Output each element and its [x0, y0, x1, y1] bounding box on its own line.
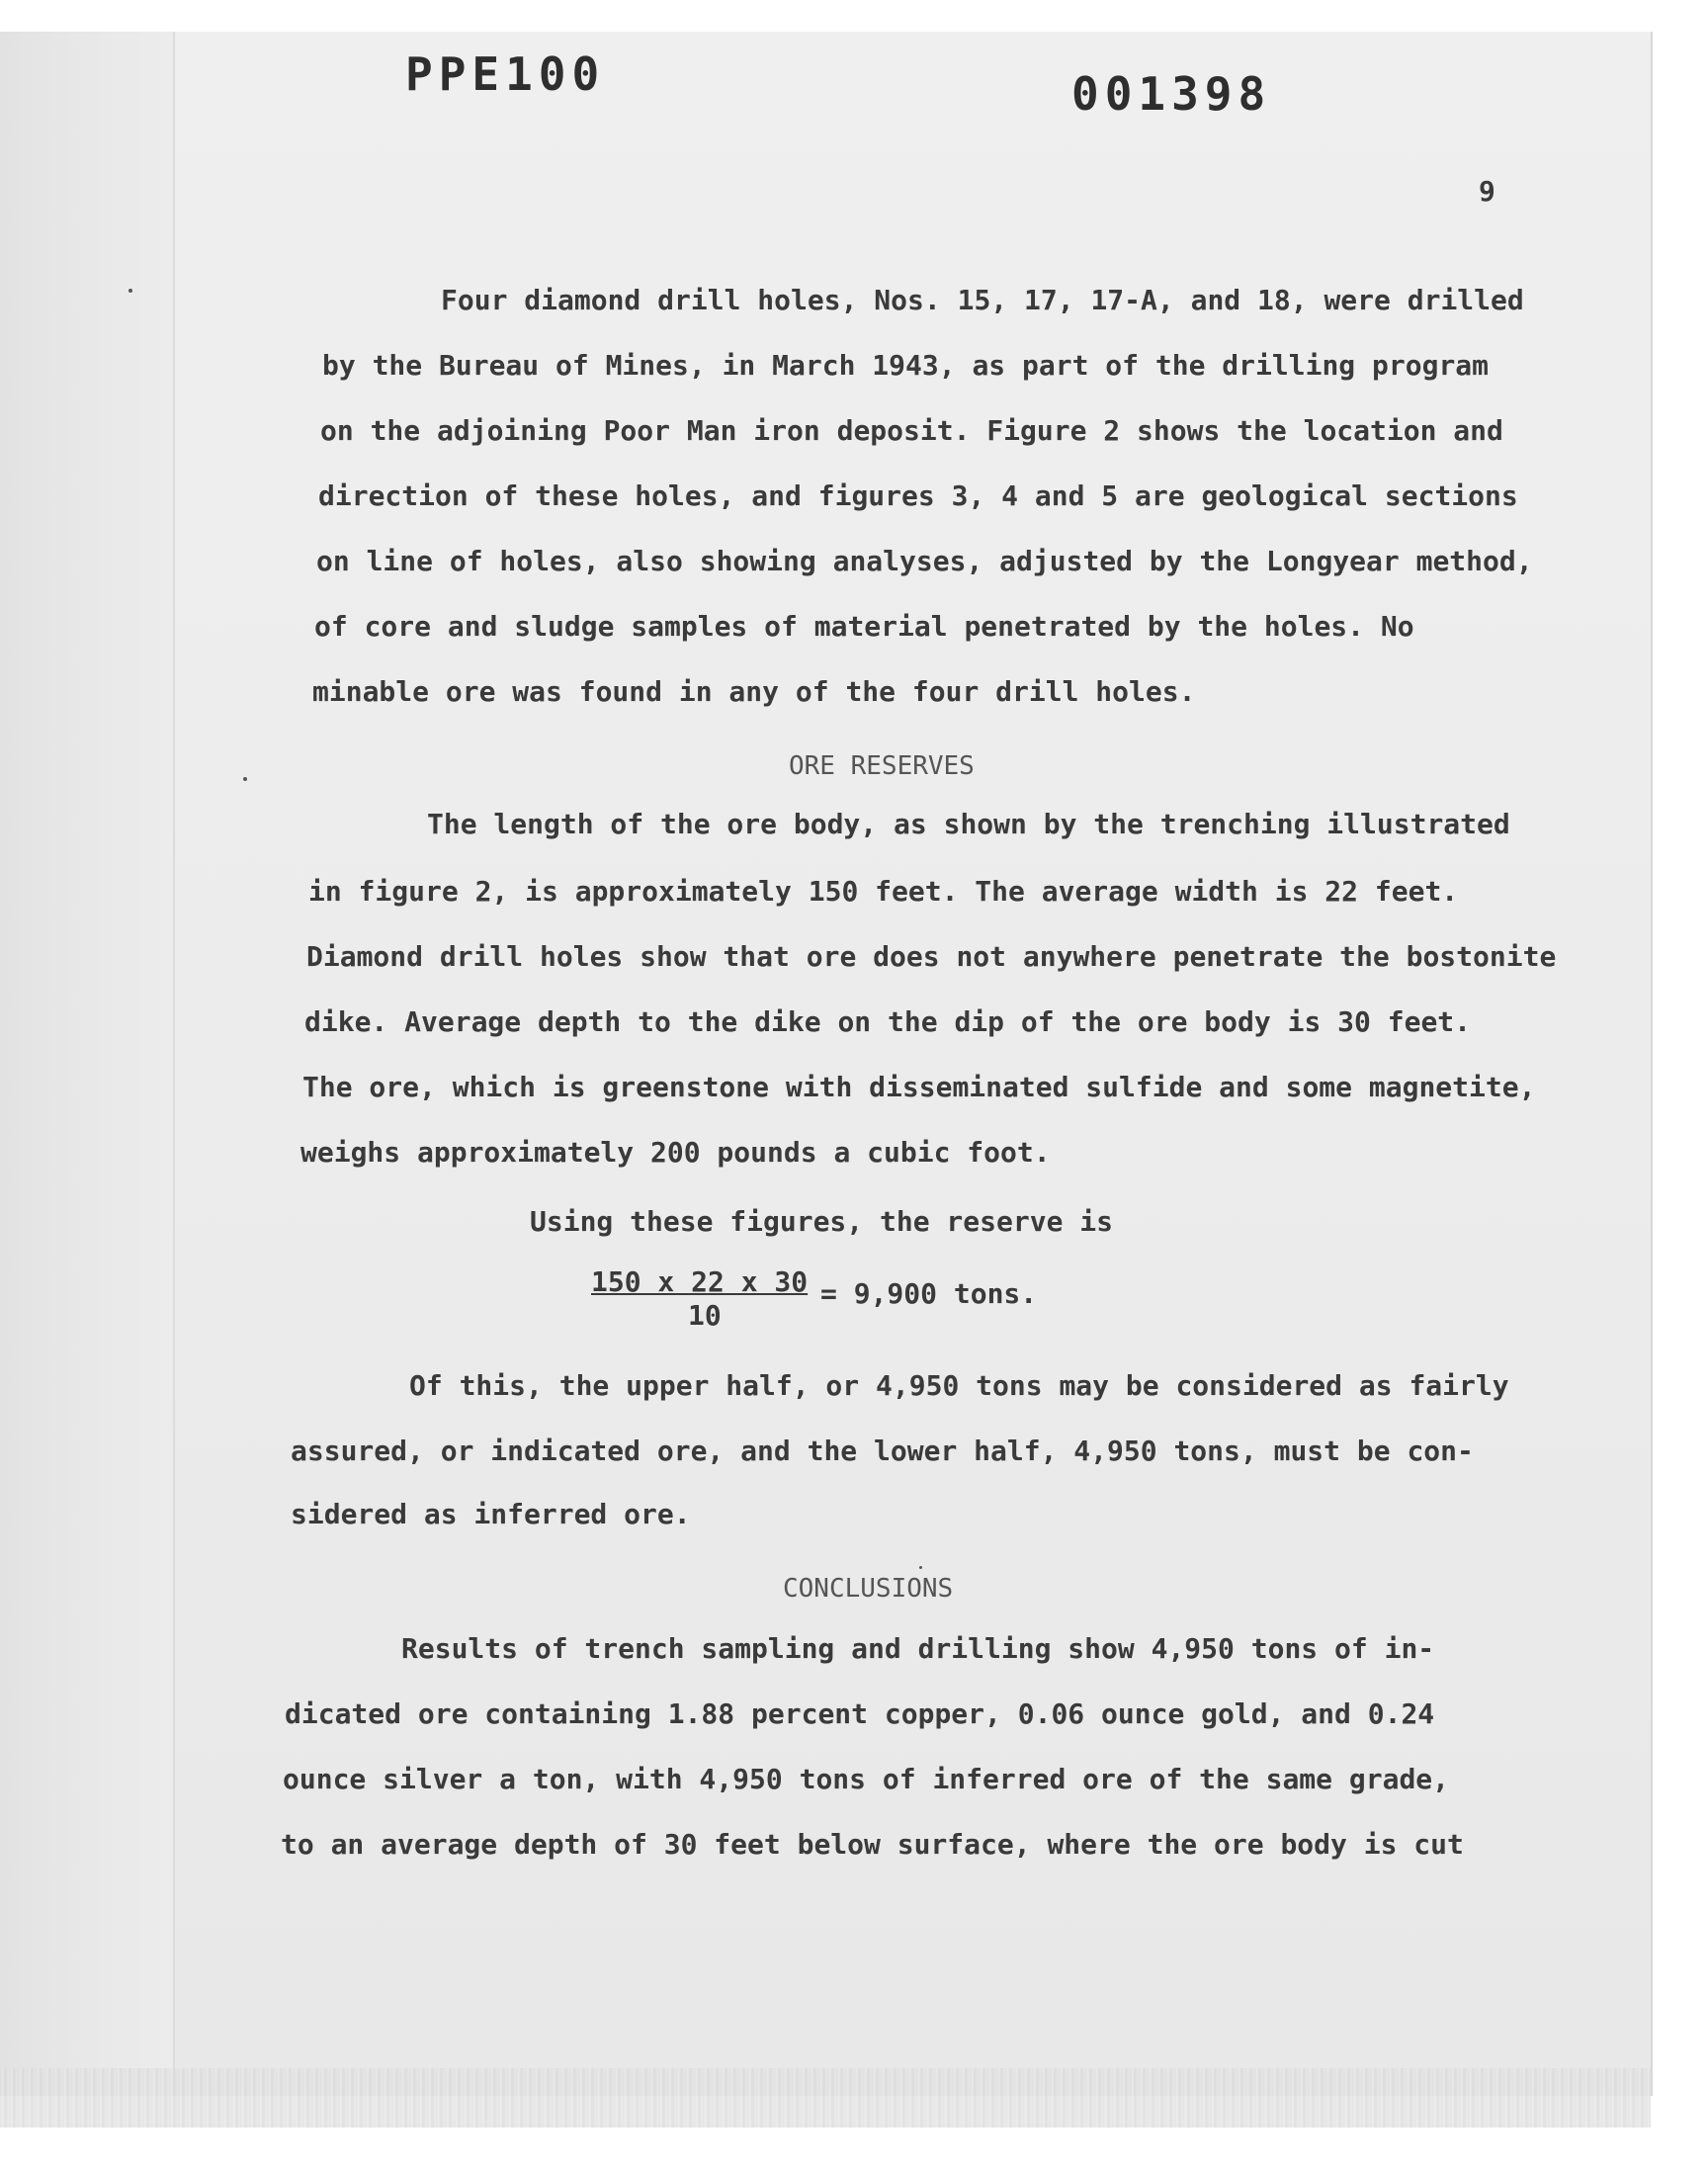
text-line: dicated ore containing 1.88 percent copper, 0.06 ounce gold, and 0.24: [285, 1697, 1435, 1730]
page-fold-line: [173, 32, 175, 2096]
stamp-left: PPE100: [405, 47, 606, 101]
text-line: Of this, the upper half, or 4,950 tons may be considered as fairly: [409, 1369, 1509, 1402]
text-line: weighs approximately 200 pounds a cubic foot.: [300, 1136, 1051, 1169]
heading-conclusions: CONCLUSIONS: [783, 1574, 954, 1604]
text-line: in figure 2, is approximately 150 feet. The average width is 22 feet.: [308, 875, 1459, 908]
text-using-figures: Using these figures, the reserve is: [530, 1205, 1114, 1238]
text-line: Results of trench sampling and drilling show 4,950 tons of in-: [401, 1632, 1435, 1665]
text-line: to an average depth of 30 feet below surface, where the ore body is cut: [281, 1828, 1464, 1861]
scan-speck: [243, 777, 247, 781]
text-line: Four diamond drill holes, Nos. 15, 17, 17-A, and 18, were drilled: [441, 284, 1524, 316]
page-number: 9: [1479, 175, 1495, 208]
scan-speck: [128, 289, 132, 293]
text-line: by the Bureau of Mines, in March 1943, as part of the drilling program: [322, 349, 1490, 382]
text-line: of core and sludge samples of material penetrated by the holes. No: [314, 610, 1414, 643]
page-edge-strip: [0, 32, 173, 2096]
text-line: on the adjoining Poor Man iron deposit. Figure 2 shows the location and: [320, 414, 1503, 447]
scan-speck: [919, 1566, 922, 1569]
text-line: Diamond drill holes show that ore does not anywhere penetrate the bostonite: [306, 940, 1557, 973]
text-line: The ore, which is greenstone with disseminated sulfide and some magnetite,: [302, 1071, 1536, 1103]
formula-numerator: 150 x 22 x 30: [591, 1265, 809, 1298]
text-line: sidered as inferred ore.: [291, 1498, 691, 1530]
text-line: ounce silver a ton, with 4,950 tons of inferred ore of the same grade,: [283, 1763, 1450, 1795]
formula-denominator: 10: [688, 1299, 722, 1332]
text-line: The length of the ore body, as shown by the trenching illustrated: [427, 808, 1510, 840]
text-line: minable ore was found in any of the four drill holes.: [312, 675, 1196, 708]
text-line: assured, or indicated ore, and the lower half, 4,950 tons, must be con-: [291, 1435, 1474, 1467]
reserve-formula: [591, 1265, 1046, 1345]
heading-ore-reserves: ORE RESERVES: [789, 751, 975, 781]
text-line: direction of these holes, and figures 3, 4 and 5 are geological sections: [318, 479, 1518, 512]
text-line: on line of holes, also showing analyses, adjusted by the Longyear method,: [316, 545, 1533, 577]
formula-result: = 9,900 tons.: [820, 1277, 1038, 1310]
scan-bottom-band: [0, 2068, 1651, 2128]
stamp-right: 001398: [1071, 67, 1272, 121]
text-line: dike. Average depth to the dike on the dip of the ore body is 30 feet.: [304, 1005, 1472, 1038]
